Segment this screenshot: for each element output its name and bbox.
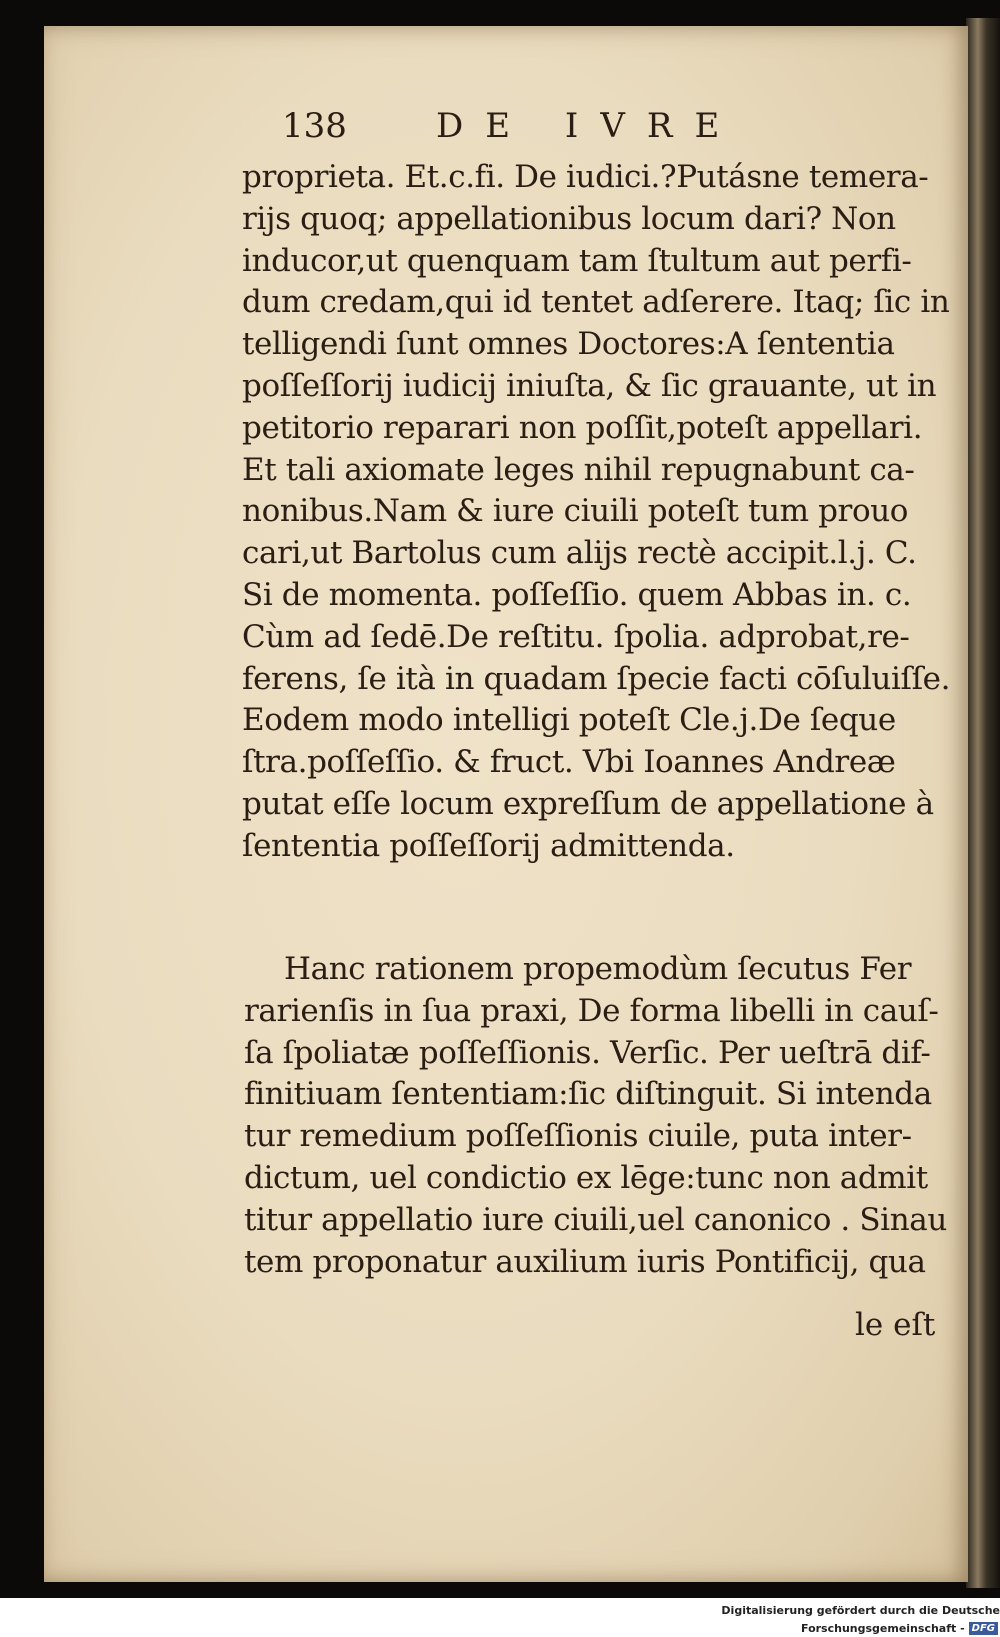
scan-border-bottom xyxy=(0,1580,1000,1598)
running-head xyxy=(282,106,741,146)
text-line: putat eſſe locum expreſſum de appellatione à xyxy=(242,785,934,822)
text-line: ſententia poſſeſſorij admittenda. xyxy=(242,827,735,864)
text-line: telligendi ſunt omnes Doctores:A ſententia xyxy=(242,326,895,363)
text-line: ſtra.poſſeſſio. & fruct. Vbi Ioannes Andreæ xyxy=(242,744,896,781)
text-line: rarienſis in ſua praxi, De forma libelli in cauſ- xyxy=(244,992,939,1029)
text-line: petitorio reparari non poſſit,poteſt appellari. xyxy=(242,409,923,446)
text-line: rijs quoq; appellationibus locum dari? Non xyxy=(242,200,896,237)
text-line: proprieta. Et.c.fi. De iudici.?Putásne temera- xyxy=(242,159,929,195)
dfg-logo: DFG xyxy=(969,1622,998,1635)
paragraph-1 xyxy=(242,157,950,868)
book-spine-edge xyxy=(966,18,1000,1588)
text-line: ferens, ſe ità in quadam ſpecie facti cōſuluiſſe. xyxy=(242,660,951,697)
text-line: dum credam,qui id tentet adſerere. Itaq; ſic in xyxy=(242,284,950,321)
page-number: 138 xyxy=(282,106,347,146)
text-line: ſa ſpoliatæ poſſeſſionis. Verſic. Per ueſtrā dif- xyxy=(244,1034,931,1071)
text-line: Cùm ad ſedē.De reſtitu. ſpolia. adprobat,re- xyxy=(242,618,910,655)
text-line: inducor,ut quenquam tam ſtultum aut perfi- xyxy=(242,242,912,279)
text-line: titur appellatio iure ciuili,uel canonico . Sinau xyxy=(244,1201,947,1238)
text-line: finitiuam ſententiam:ſic diſtinguit. Si intenda xyxy=(244,1076,932,1113)
text-line: Et tali axiomate leges nihil repugnabunt ca- xyxy=(242,451,915,488)
catchword: le eſt xyxy=(855,1307,936,1343)
text-line: poſſeſſorij iudicij iniuſta, & ſic grauante, ut in xyxy=(242,367,937,404)
text-line: dictum, uel condictio ex lēge:tunc non admit xyxy=(244,1159,928,1196)
text-line: Eodem modo intelligi poteſt Cle.j.De ſeque xyxy=(242,702,896,739)
scan-border-left xyxy=(0,0,44,1590)
text-line: tur remedium poſſeſſionis ciuile, puta inter- xyxy=(244,1118,912,1155)
text-line: tem proponatur auxilium iuris Pontificij, qua xyxy=(244,1243,926,1280)
paragraph-2 xyxy=(244,949,947,1283)
digitization-footer xyxy=(600,1601,1000,1635)
text-line: Hanc rationem propemodùm ſecutus Fer xyxy=(284,951,912,987)
text-line: nonibus.Nam & iure ciuili poteſt tum prouo xyxy=(242,493,909,530)
text-line: Si de momenta. poſſeſſio. quem Abbas in. c. xyxy=(242,576,912,613)
text-line: cari,ut Bartolus cum alijs rectè accipit.l.j. C. xyxy=(242,535,917,572)
footer-credit-text: Digitalisierung gefördert durch die Deutsche Forschungsgemeinschaft - xyxy=(721,1603,1000,1635)
running-head-title: DE IVRE xyxy=(436,106,742,146)
